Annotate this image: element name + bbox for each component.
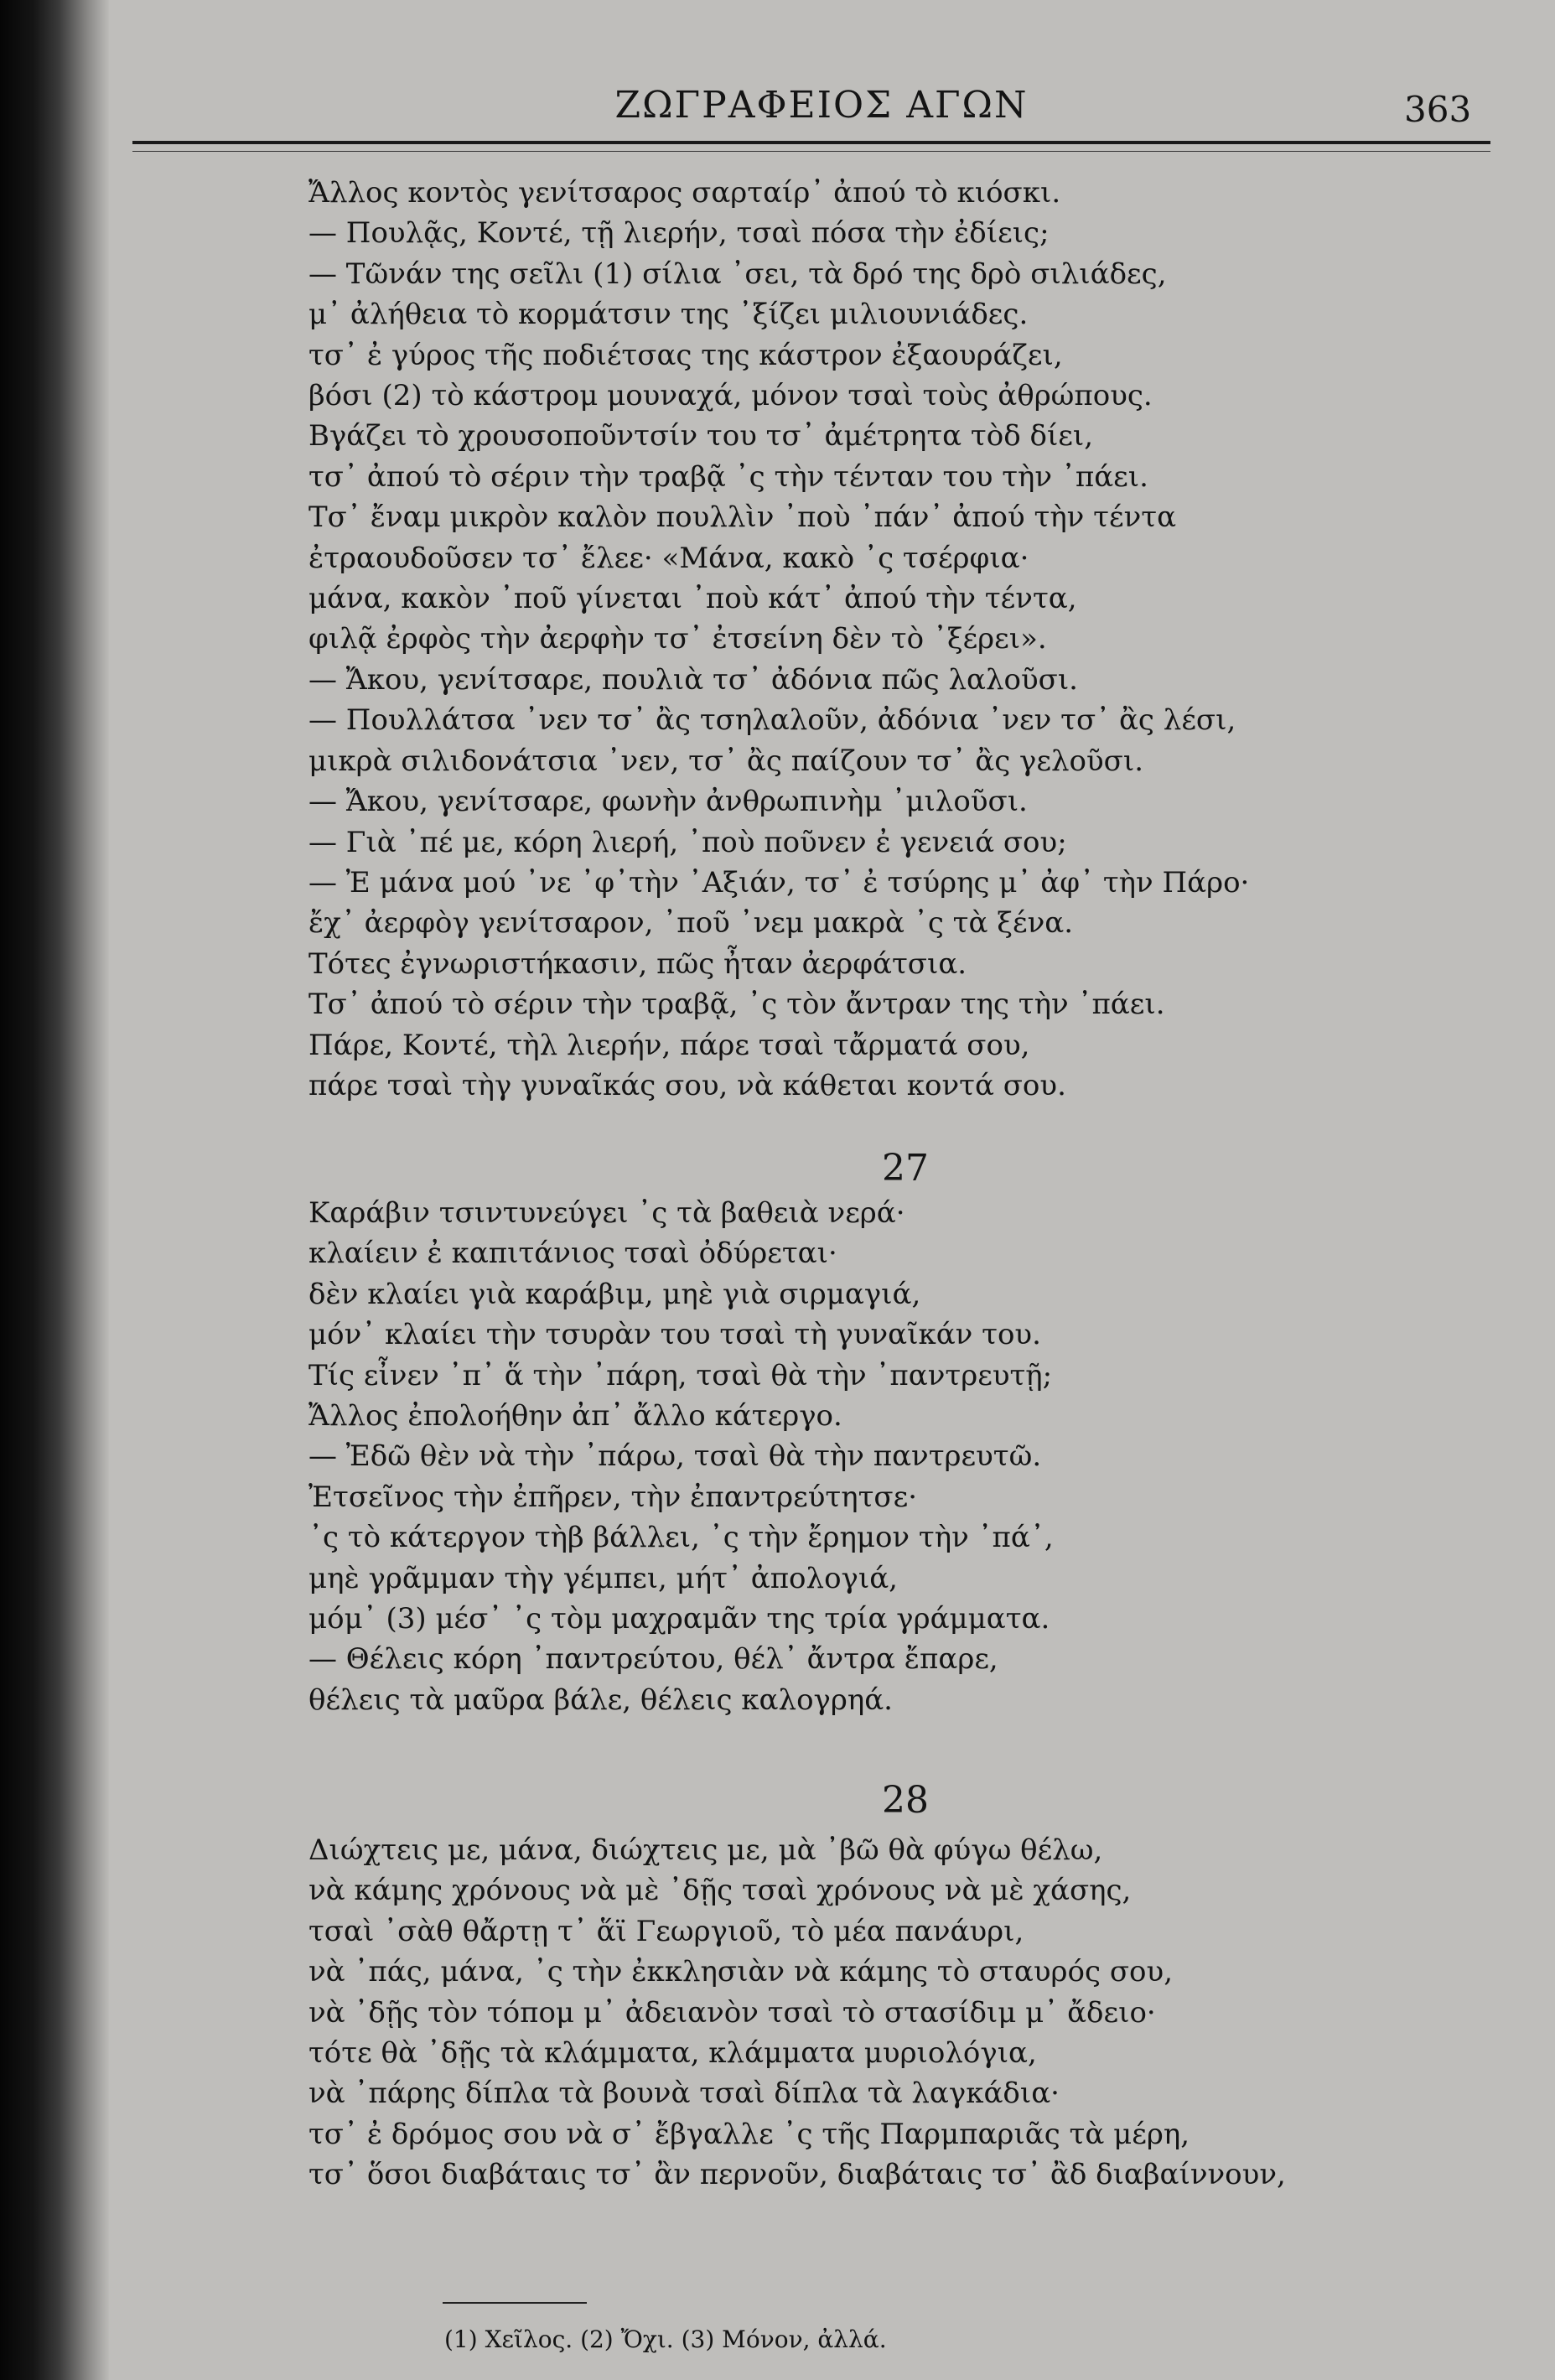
verse-line: Διώχτεις με, μάνα, διώχτεις με, μὰ ᾽βῶ θὰ φύγω θέλω, — [308, 1833, 1103, 1867]
footnotes: (1) Χεῖλος. (2) Ὄχι. (3) Μόνον, ἀλλά. — [444, 2326, 887, 2353]
verse-line: — Θέλεις κόρη ᾽παντρεύτου, θέλ᾽ ἄντρα ἔπαρε, — [308, 1642, 998, 1677]
poem-number-27: 27 — [882, 1147, 929, 1190]
verse-line: Καράβιν τσιντυνεύγει ᾽ς τὰ βαθειὰ νερά· — [308, 1196, 905, 1230]
verse-line: — Ἐ μάνα μού ᾽νε ᾽φ᾽τὴν ᾽Αξιάν, τσ᾽ ἐ τσύρης μ᾽ ἀφ᾽ τὴν Πάρο· — [308, 865, 1250, 900]
verse-line: ᾽ς τὸ κάτεργον τὴβ βάλλει, ᾽ς τὴν ἔρημον τὴν ᾽πά᾽, — [308, 1521, 1054, 1555]
verse-line: — Ἄκου, γενίτσαρε, πουλιὰ τσ᾽ ἀδόνια πῶς λαλοῦσι. — [308, 662, 1078, 697]
verse-line: δὲν κλαίει γιὰ καράβιμ, μηὲ γιὰ σιρμαγιά, — [308, 1277, 921, 1311]
verse-line: Τσ᾽ ἀπού τὸ σέριν τὴν τραβᾷ, ᾽ς τὸν ἄντραν της τὴν ᾽πάει. — [308, 988, 1165, 1022]
verse-line: μόμ᾽ (3) μέσ᾽ ᾽ς τὸμ μαχραμᾶν της τρία γράμματα. — [308, 1602, 1050, 1636]
verse-line: μηὲ γρᾶμμαν τὴγ γέμπει, μήτ᾽ ἀπολογιά, — [308, 1561, 898, 1595]
verse-line: τσ᾽ ὅσοι διαβάταις τσ᾽ ἂν περνοῦν, διαβάταις τσ᾽ ἂδ διαβαίννουν, — [308, 2158, 1286, 2192]
verse-line: τότε θὰ ᾽δῇς τὰ κλάμματα, κλάμματα μυριολόγια, — [308, 2036, 1037, 2071]
verse-line: νὰ κάμης χρόνους νὰ μὲ ᾽δῇς τσαὶ χρόνους νὰ μὲ χάσης, — [308, 1874, 1132, 1908]
verse-line: νὰ ᾽πάς, μάνα, ᾽ς τὴν ἐκκλησιὰν νὰ κάμης τὸ σταυρός σου, — [308, 1955, 1174, 1989]
book-spine-shadow — [0, 0, 109, 2380]
verse-line: ἔχ᾽ ἀερφὸγ γενίτσαρον, ᾽ποῦ ᾽νεμ μακρὰ ᾽ς τὰ ξένα. — [308, 906, 1074, 941]
verse-line: τσ᾽ ἐ γύρος τῆς ποδιέτσας της κάστρον ἐξαουράζει, — [308, 338, 1063, 372]
verse-line: θέλεις τὰ μαῦρα βάλε, θέλεις καλογρηά. — [308, 1683, 893, 1717]
verse-line: — Πουλλάτσα ᾽νεν τσ᾽ ἂς τσηλαλοῦν, ἀδόνια ᾽νεν τσ᾽ ἂς λέσι, — [308, 703, 1236, 738]
book-page — [109, 0, 1555, 2380]
verse-line: — Τῶνάν της σεῖλι (1) σίλια ᾽σει, τὰ δρό της δρὸ σιλιάδες, — [308, 257, 1167, 291]
verse-line: Ἐτσεῖνος τὴν ἐπῆρεν, τὴν ἐπαντρεύτητσε· — [308, 1480, 918, 1514]
verse-line: Τίς εἶνεν ᾽π᾽ ἅ τὴν ᾽πάρη, τσαὶ θὰ τὴν ᾽παντρευτῇ; — [308, 1358, 1053, 1392]
poem-number-28: 28 — [882, 1779, 929, 1822]
verse-line: βόσι (2) τὸ κάστρομ μουναχά, μόνον τσαὶ τοὺς ἀθρώπους. — [308, 379, 1153, 413]
poem-27 — [308, 1193, 1398, 1720]
verse-line: τσαὶ ᾽σὰθ θἄρτῃ τ᾽ ἅϊ Γεωργιοῦ, τὸ μέα πανάυρι, — [308, 1914, 1024, 1948]
verse-line: Τσ᾽ ἔναμ μικρὸν καλὸν πουλλὶν ᾽ποὺ ᾽πάν᾽ ἀπού τὴν τέντα — [308, 500, 1177, 535]
verse-line: Ἄλλος ἐπολοήθην ἀπ᾽ ἄλλο κάτεργο. — [308, 1399, 842, 1434]
poem-26-continuation — [308, 173, 1398, 1106]
verse-line: νὰ ᾽πάρης δίπλα τὰ βουνὰ τσαὶ δίπλα τὰ λαγκάδια· — [308, 2077, 1060, 2111]
header-rule-thin — [132, 151, 1490, 152]
verse-line: — Γιὰ ᾽πέ με, κόρη λιερή, ᾽ποὺ ποῦνεν ἐ γενειά σου; — [308, 825, 1067, 859]
poem-28 — [308, 1830, 1398, 2196]
verse-line: τσ᾽ ἐ δρόμος σου νὰ σ᾽ ἔβγαλλε ᾽ς τῆς Παρμπαριᾶς τὰ μέρη, — [308, 2117, 1190, 2151]
header-rule — [132, 141, 1490, 144]
verse-line: — Ἐδῶ θὲν νὰ τὴν ᾽πάρω, τσαὶ θὰ τὴν παντρευτῶ. — [308, 1439, 1042, 1474]
verse-line: πάρε τσαὶ τὴγ γυναῖκάς σου, νὰ κάθεται κοντά σου. — [308, 1068, 1066, 1102]
verse-line: Πάρε, Κοντέ, τὴλ λιερήν, πάρε τσαὶ τἄρματά σου, — [308, 1028, 1030, 1062]
footnote-rule — [443, 2302, 587, 2304]
verse-line: μ᾽ ἀλήθεια τὸ κορμάτσιν της ᾽ξίζει μιλιουνιάδες. — [308, 298, 1029, 332]
page-number: 363 — [1404, 89, 1472, 130]
running-header-title: ΖΩΓΡΑΦΕΙΟΣ ΑΓΩΝ — [614, 84, 1029, 127]
verse-line: — Ἄκου, γενίτσαρε, φωνὴν ἀνθρωπινὴμ ᾽μιλοῦσι. — [308, 785, 1028, 819]
verse-line: κλαίειν ἐ καπιτάνιος τσαὶ ὀδύρεται· — [308, 1237, 837, 1271]
verse-line: νὰ ᾽δῇς τὸν τόπομ μ᾽ ἀδειανὸν τσαὶ τὸ στασίδιμ μ᾽ ἄδειο· — [308, 1995, 1156, 2030]
verse-line: μόν᾽ κλαίει τὴν τσυρὰν του τσαὶ τὴ γυναῖκάν του. — [308, 1318, 1041, 1352]
verse-line: Ἄλλος κοντὸς γενίτσαρος σαρταίρ᾽ ἀπού τὸ κιόσκι. — [308, 176, 1061, 210]
verse-line: Βγάζει τὸ χρουσοποῦντσίν του τσ᾽ ἀμέτρητα τὸδ δίει, — [308, 419, 1094, 454]
verse-line: μάνα, κακὸν ᾽ποῦ γίνεται ᾽ποὺ κάτ᾽ ἀπού τὴν τέντα, — [308, 582, 1077, 616]
verse-line: μικρὰ σιλιδονάτσια ᾽νεν, τσ᾽ ἂς παίζουν τσ᾽ ἂς γελοῦσι. — [308, 744, 1144, 778]
verse-line: ἐτραουδοῦσεν τσ᾽ ἔλεε· «Μάνα, κακὸ ᾽ς τσέρφια· — [308, 541, 1029, 575]
verse-line: Τότες ἐγνωριστήκασιν, πῶς ἦταν ἀερφάτσια. — [308, 946, 967, 981]
verse-line: τσ᾽ ἀπού τὸ σέριν τὴν τραβᾷ ᾽ς τὴν τένταν του τὴν ᾽πάει. — [308, 459, 1148, 494]
verse-line: φιλᾷ ἐρφὸς τὴν ἀερφὴν τσ᾽ ἐτσείνη δὲν τὸ ᾽ξέρει». — [308, 622, 1047, 656]
verse-line: — Πουλᾷς, Κοντέ, τῇ λιερήν, τσαὶ πόσα τὴν ἐδίεις; — [308, 216, 1050, 251]
